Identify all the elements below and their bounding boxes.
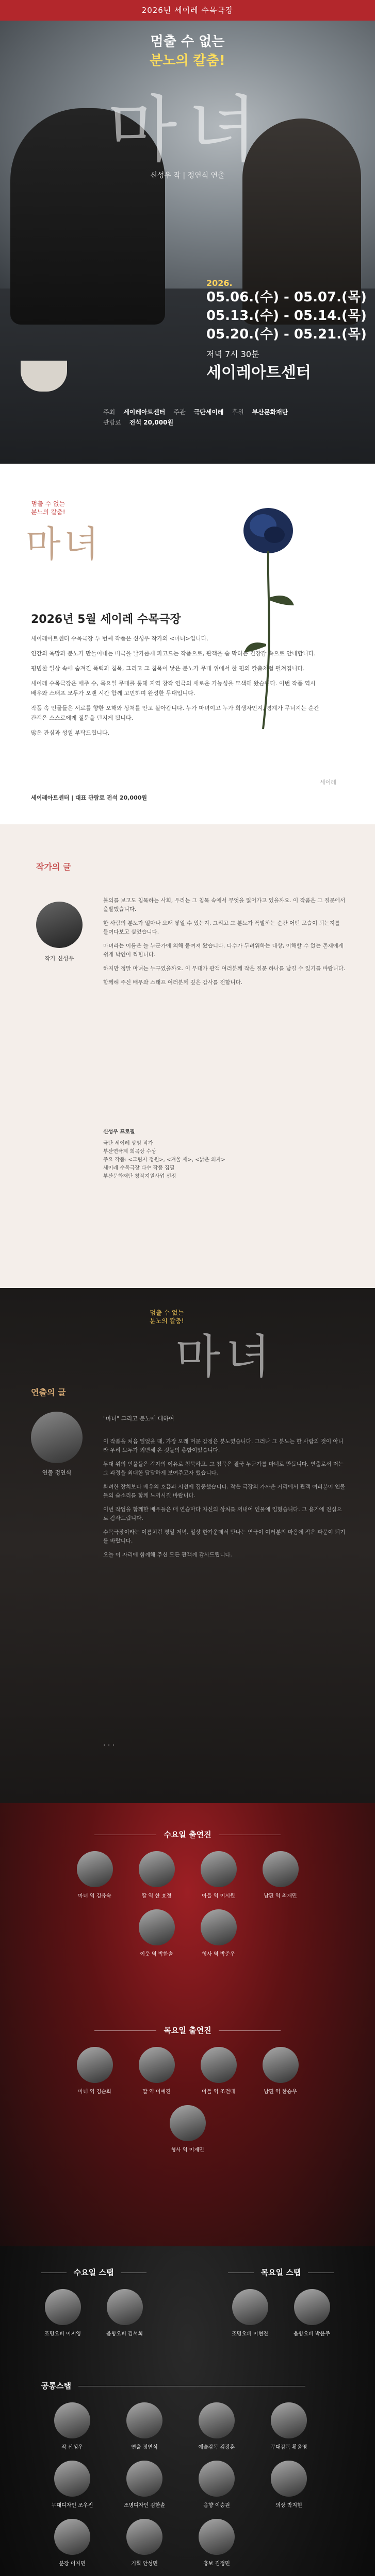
staff-member [258, 2402, 320, 2450]
intro-section [0, 464, 375, 824]
intro-footer: 세이레아트센터 | 대표 관람료 전석 20,000원 [31, 794, 148, 801]
staff-name: 조명디자인 김한솔 [123, 2503, 166, 2509]
cast-grid [0, 1851, 375, 1957]
director-ellipsis: · · · [103, 1741, 115, 1750]
staff-name: 조명오퍼 이현진 [232, 2331, 268, 2337]
director-role: 연출 정연식 [42, 1469, 72, 1476]
staff-name: 무대디자인 조우진 [51, 2503, 93, 2509]
director-body [103, 1437, 346, 1565]
director-avatar [31, 1412, 83, 1463]
cast-photo [139, 1909, 175, 1945]
staff-group-heading: 수요일 스탭 [0, 2267, 187, 2278]
tagline-line-2: 분노의 칼춤! [150, 53, 225, 69]
intro-mini-tag [31, 500, 66, 516]
profile-line: 부산문화재단 창작지원사업 선정 [103, 1174, 176, 1179]
cast-member [257, 1851, 304, 1899]
staff-member [102, 2289, 148, 2337]
poster-tagline [0, 31, 375, 69]
cast-member [72, 1851, 118, 1899]
cast-member [257, 2047, 304, 2095]
cast-section [0, 1803, 375, 2246]
writer-body [103, 896, 346, 992]
staff-member [41, 2519, 103, 2567]
staff-member [113, 2519, 175, 2567]
staff-name: 분장 이지민 [59, 2561, 86, 2567]
staff-member [186, 2461, 248, 2509]
profile-line: 부산연극제 희곡상 수상 [103, 1149, 156, 1155]
director-paragraph: 이 작품을 처음 읽었을 때, 가장 오래 머문 감정은 분노였습니다. 그러나 그 분노는 한 사람의 것이 아니라 우리 모두가 외면해 온 것들의 총합이었습니다. [103, 1438, 344, 1453]
staff-group-heading: 공통스탭 [0, 2380, 375, 2391]
cast-photo [263, 1851, 299, 1887]
profile-line: 세이레 수목극장 다수 작품 집필 [103, 1165, 175, 1171]
writer-avatar [36, 902, 83, 948]
staff-photo [126, 2461, 162, 2497]
staff-photo [126, 2519, 162, 2555]
cast-group-wednesday [0, 1829, 375, 1957]
writer-paragraph: 하지만 정말 마녀는 누구였을까요. 이 무대가 관객 여러분께 작은 질문 하나를 남길 수 있기를 바랍니다. [103, 965, 346, 972]
cast-photo [139, 1851, 175, 1887]
staff-section [0, 2246, 375, 2576]
sponsor-label: 후원 [232, 409, 244, 416]
performance-time: 저녁 7시 30분 [206, 349, 259, 359]
director-paragraph: 화려한 장치보다 배우의 호흡과 시선에 집중했습니다. 작은 극장의 가까운 거리에서 관객 여러분이 인물들의 숨소리를 함께 느끼시길 바랍니다. [103, 1484, 346, 1499]
mini-tag-line: 분노의 칼춤! [31, 509, 66, 516]
intro-title: 마녀 [26, 523, 102, 565]
writer-paragraph: 마녀라는 이름은 늘 누군가에 의해 붙여져 왔습니다. 다수가 두려워하는 대상, 이해할 수 없는 존재에게 쉽게 낙인이 찍힙니다. [103, 943, 344, 958]
director-paragraph: 수목극장이라는 이름처럼 평일 저녁, 일상 한가운데서 만나는 연극이 여러분의 마음에 작은 파문이 되기를 바랍니다. [103, 1529, 346, 1544]
coffee-cup-image [21, 361, 67, 392]
director-paragraph: 무대 위의 인물들은 각자의 이유로 침묵하고, 그 침묵은 결국 누군가를 마녀로 만듭니다. 연출로서 저는 그 과정을 최대한 담담하게 보여주고자 했습니다. [103, 1461, 344, 1476]
staff-member [41, 2461, 103, 2509]
intro-paragraph: 세이레 수목극장은 매주 수, 목요일 무대를 통해 지역 창작 연극의 새로운 가능성을 모색해 왔습니다. 이번 작품 역시 배우와 스태프 모두가 오랜 시간 함께 고민하며 완성한 무대입니다. [31, 680, 316, 697]
staff-main-group [0, 2380, 375, 2567]
cast-name: 남편 역 최재민 [264, 1893, 297, 1899]
staff-photo [199, 2402, 235, 2438]
cast-member [134, 1909, 180, 1957]
intro-paragraph: 평범한 일상 속에 숨겨진 폭력과 침묵, 그리고 그 침묵이 낳은 분노가 무대 위에서 한 편의 칼춤처럼 펼쳐집니다. [31, 665, 305, 672]
poster-credit: 신성우 작 | 정연식 연출 [150, 172, 225, 180]
cast-name: 형사 역 박준우 [202, 1952, 235, 1957]
intro-paragraph: 많은 관심과 성원 부탁드립니다. [31, 730, 110, 736]
staff-photo [107, 2289, 143, 2325]
staff-photo [54, 2402, 90, 2438]
staff-group-heading: 목요일 스탭 [187, 2267, 374, 2278]
poster-section [0, 0, 375, 464]
staff-photo [271, 2402, 307, 2438]
staff-name: 음향 이승원 [203, 2503, 230, 2509]
mini-tag-line: 분노의 칼춤! [150, 1317, 184, 1325]
profile-line: 주요 작품: <그림자 정원>, <겨울 새>, <낡은 의자> [103, 1157, 225, 1163]
intro-body [31, 634, 320, 743]
staff-photo [45, 2289, 81, 2325]
writer-role: 작가 신성우 [44, 955, 74, 962]
cast-name: 딸 역 이예진 [142, 2089, 171, 2095]
staff-name: 조명오퍼 이지영 [44, 2331, 81, 2337]
staff-member [289, 2289, 335, 2337]
operator-staff [0, 2267, 375, 2337]
staff-name: 작 신성우 [61, 2445, 83, 2450]
staff-grid [0, 2402, 375, 2567]
cast-member [165, 2105, 211, 2153]
cast-photo [139, 2047, 175, 2083]
cast-member [134, 1851, 180, 1899]
staff-name: 의상 박지현 [275, 2503, 302, 2509]
staff-thursday [187, 2267, 374, 2337]
cast-name: 형사 역 이재민 [171, 2147, 204, 2153]
intro-stamp: 세이레 [320, 779, 336, 786]
writer-paragraph: 한 사람의 분노가 얼마나 오래 쌓일 수 있는지, 그리고 그 분노가 폭발하는 순간 어떤 모습이 되는지를 들여다보고 싶었습니다. [103, 920, 340, 935]
cast-photo [263, 2047, 299, 2083]
director-title: 마녀 [175, 1330, 275, 1384]
sponsor-value: 극단세이레 [193, 409, 224, 416]
cast-member [72, 2047, 118, 2095]
staff-name: 기획 안성민 [131, 2561, 158, 2567]
staff-name: 무대감독 황윤영 [270, 2445, 307, 2450]
date-row: 05.13.(수) - 05.14.(목) [206, 308, 367, 324]
director-section [0, 1288, 375, 1803]
staff-name: 예술감독 김광훈 [198, 2445, 235, 2450]
staff-member [113, 2402, 175, 2450]
sponsor-row [103, 417, 361, 428]
cast-photo [170, 2105, 206, 2141]
staff-photo [54, 2519, 90, 2555]
director-quote: "마녀" 그리고 분노에 대하여 [103, 1415, 174, 1422]
cast-member [195, 1851, 242, 1899]
cast-name: 마녀 역 김순희 [78, 2089, 111, 2095]
staff-photo [271, 2461, 307, 2497]
sponsor-value: 세이레아트센터 [123, 409, 166, 416]
staff-member [41, 2402, 103, 2450]
staff-name: 홍보 김정민 [203, 2561, 230, 2567]
cast-group-heading: 목요일 출연진 [0, 2025, 375, 2036]
sponsor-value: 전석 20,000원 [129, 419, 174, 426]
poster-title: 마녀 [107, 88, 268, 172]
staff-member [258, 2461, 320, 2509]
director-section-title: 연출의 글 [31, 1387, 66, 1397]
writer-profile [103, 1128, 346, 1181]
staff-member [186, 2519, 248, 2567]
staff-name: 음향오퍼 김서희 [106, 2331, 143, 2337]
staff-photo [232, 2289, 268, 2325]
mini-tag-line: 멈출 수 없는 [31, 500, 66, 507]
cast-photo [77, 1851, 113, 1887]
staff-wednesday [0, 2267, 187, 2337]
staff-photo [294, 2289, 330, 2325]
intro-paragraph: 작품 속 인물들은 서로를 향한 오해와 상처를 안고 살아갑니다. 누가 마녀이고 누가 희생자인지, 경계가 무너지는 순간 관객은 스스로에게 질문을 던지게 됩니다. [31, 705, 319, 721]
cast-member [195, 2047, 242, 2095]
staff-member [186, 2402, 248, 2450]
director-paragraph: 오늘 이 자리에 함께해 주신 모든 관객께 감사드립니다. [103, 1552, 232, 1558]
sponsor-list [103, 407, 361, 428]
cast-name: 남편 역 한승우 [264, 2089, 297, 2095]
performance-dates [206, 278, 367, 382]
cast-member [134, 2047, 180, 2095]
staff-name: 음향오퍼 박윤주 [294, 2331, 330, 2337]
cast-photo [201, 1909, 237, 1945]
cast-member [195, 1909, 242, 1957]
cast-name: 아들 역 조건태 [202, 2089, 235, 2095]
staff-photo [199, 2461, 235, 2497]
cast-name: 아들 역 이시원 [202, 1893, 235, 1899]
mini-tag-line: 멈출 수 없는 [150, 1309, 184, 1316]
intro-paragraph: 세이레아트센터 수목극장 두 번째 작품은 신성우 작가의 <마녀>입니다. [31, 635, 208, 642]
cast-name: 마녀 역 김유숙 [78, 1893, 111, 1899]
staff-grid [187, 2289, 374, 2337]
cast-photo [77, 2047, 113, 2083]
venue-name: 세이레아트센터 [206, 364, 311, 382]
profile-heading: 신성우 프로필 [103, 1129, 135, 1135]
sponsor-row [103, 407, 361, 417]
sponsor-label: 관람료 [103, 419, 121, 426]
staff-member [40, 2289, 86, 2337]
writer-paragraph: 함께해 주신 배우와 스태프 여러분께 깊은 감사를 전합니다. [103, 979, 243, 986]
writer-section [0, 824, 375, 1288]
date-row: 05.20.(수) - 05.21.(목) [206, 327, 367, 342]
cast-name: 딸 역 한 효정 [141, 1893, 172, 1899]
sponsor-value: 부산문화재단 [252, 409, 288, 416]
intro-heading: 2026년 5월 세이레 수목극장 [31, 613, 181, 626]
cast-name: 이웃 역 박한솔 [140, 1952, 173, 1957]
profile-line: 극단 세이레 상임 작가 [103, 1141, 153, 1146]
year: 2026. [206, 278, 233, 288]
writer-paragraph: 불의를 보고도 침묵하는 사회, 우리는 그 침묵 속에서 무엇을 잃어가고 있을까요. 이 작품은 그 질문에서 출발했습니다. [103, 897, 346, 912]
staff-grid [0, 2289, 187, 2337]
staff-member [113, 2461, 175, 2509]
staff-member [227, 2289, 273, 2337]
cast-grid [0, 2047, 375, 2153]
sponsor-label: 주최 [103, 409, 116, 416]
date-row: 05.06.(수) - 05.07.(목) [206, 290, 367, 305]
staff-name: 연출 정연식 [131, 2445, 158, 2450]
cast-group-thursday [0, 2025, 375, 2153]
cast-photo [201, 1851, 237, 1887]
staff-photo [54, 2461, 90, 2497]
tagline-line-1: 멈출 수 없는 [150, 34, 225, 49]
staff-photo [199, 2519, 235, 2555]
cast-photo [201, 2047, 237, 2083]
staff-photo [126, 2402, 162, 2438]
cast-group-heading: 수요일 출연진 [0, 1829, 375, 1840]
director-paragraph: 이번 작업을 함께한 배우들은 매 연습마다 자신의 상처를 꺼내어 인물에 입혔습니다. 그 용기에 진심으로 감사드립니다. [103, 1506, 342, 1521]
intro-paragraph: 인간의 욕망과 분노가 만들어내는 비극을 날카롭게 파고드는 작품으로, 관객을 숨 막히는 긴장감 속으로 안내합니다. [31, 650, 316, 657]
writer-section-title: 작가의 글 [36, 862, 71, 872]
sponsor-label: 주관 [173, 409, 186, 416]
poster-topbar: 2026년 세이레 수목극장 [0, 0, 375, 21]
